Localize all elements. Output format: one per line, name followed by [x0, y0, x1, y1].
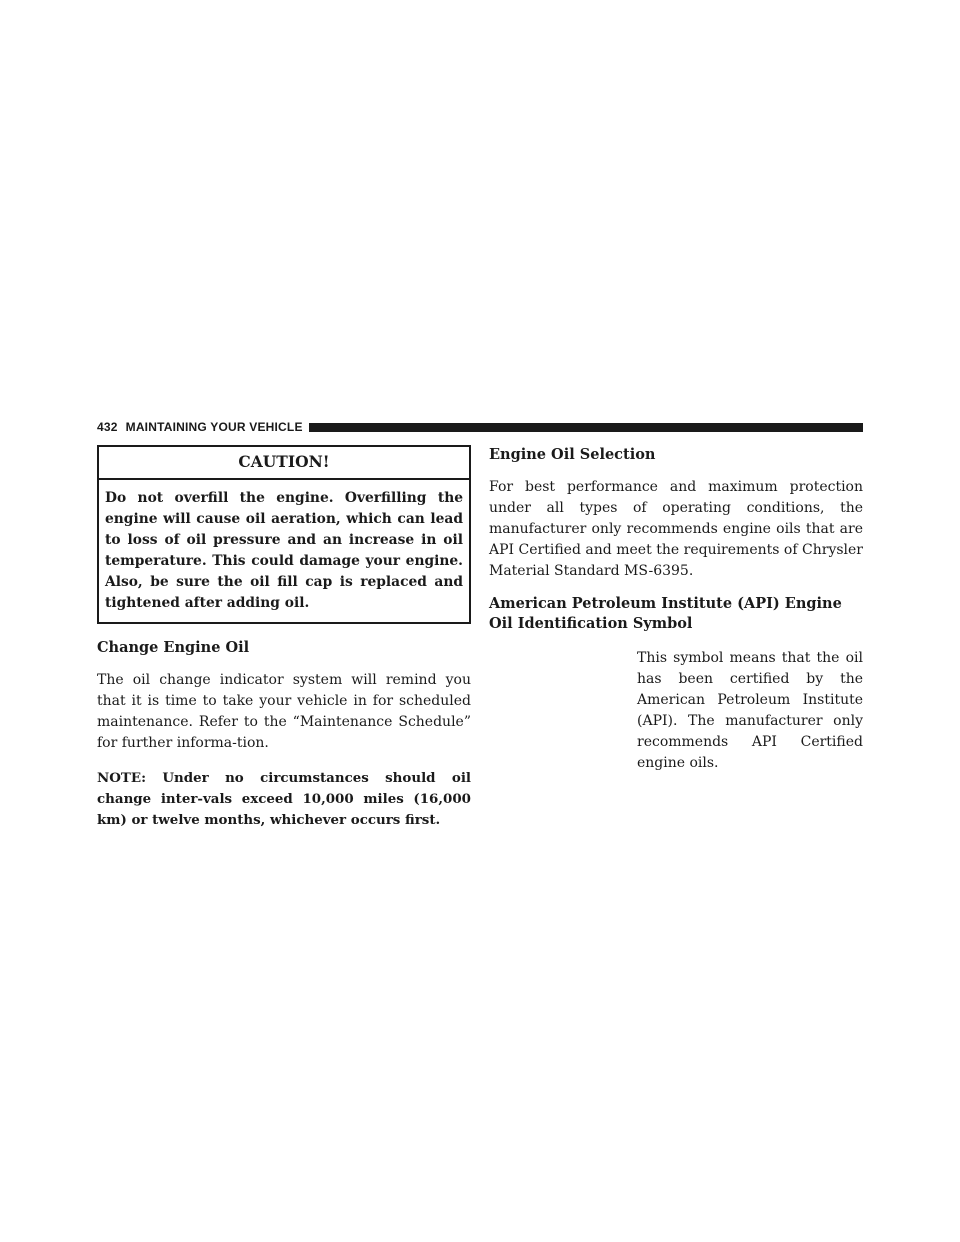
- oil-selection-heading: Engine Oil Selection: [489, 446, 656, 463]
- section-title: MAINTAINING YOUR VEHICLE: [125, 420, 303, 434]
- api-symbol-body: This symbol means that the oil has been certified by the American Petroleum Institute (API). The manufacturer only recommends API Certified engine oils.: [637, 650, 863, 771]
- change-oil-body: The oil change indicator system will remind you that it is time to take your vehicle in for scheduled maintenance. Refer to the “Maintenance Schedule” for further informa-tion.: [97, 672, 471, 751]
- left-column: [97, 445, 471, 831]
- caution-box: [97, 445, 471, 624]
- caution-text: Do not overfill the engine. Overfilling the engine will cause oil aeration, which can lead to loss of oil pressure and an increase in oil temperature. This could damage your engine. Also, be sure the oil fill cap is replaced and tightened after adding oil.: [105, 490, 463, 611]
- oil-selection-body: For best performance and maximum protection under all types of operating conditions, the manufacturer only recommends engine oils that are API Certified and meet the requirements of Chrysler Material Standard MS-6395.: [489, 479, 863, 579]
- api-symbol-heading: American Petroleum Institute (API) Engine Oil Identification Symbol: [489, 595, 842, 632]
- page-header: [97, 418, 863, 436]
- caution-title: CAUTION!: [99, 447, 469, 480]
- page-number: 432: [97, 420, 118, 434]
- api-symbol-placeholder: [489, 648, 637, 748]
- oil-change-note: NOTE: Under no circumstances should oil change inter-vals exceed 10,000 miles (16,000 km) or twelve months, whichever occurs first.: [97, 770, 471, 828]
- change-oil-heading: Change Engine Oil: [97, 639, 250, 656]
- api-symbol-row: [489, 648, 863, 774]
- right-column: [489, 445, 863, 774]
- header-rule: [309, 423, 863, 432]
